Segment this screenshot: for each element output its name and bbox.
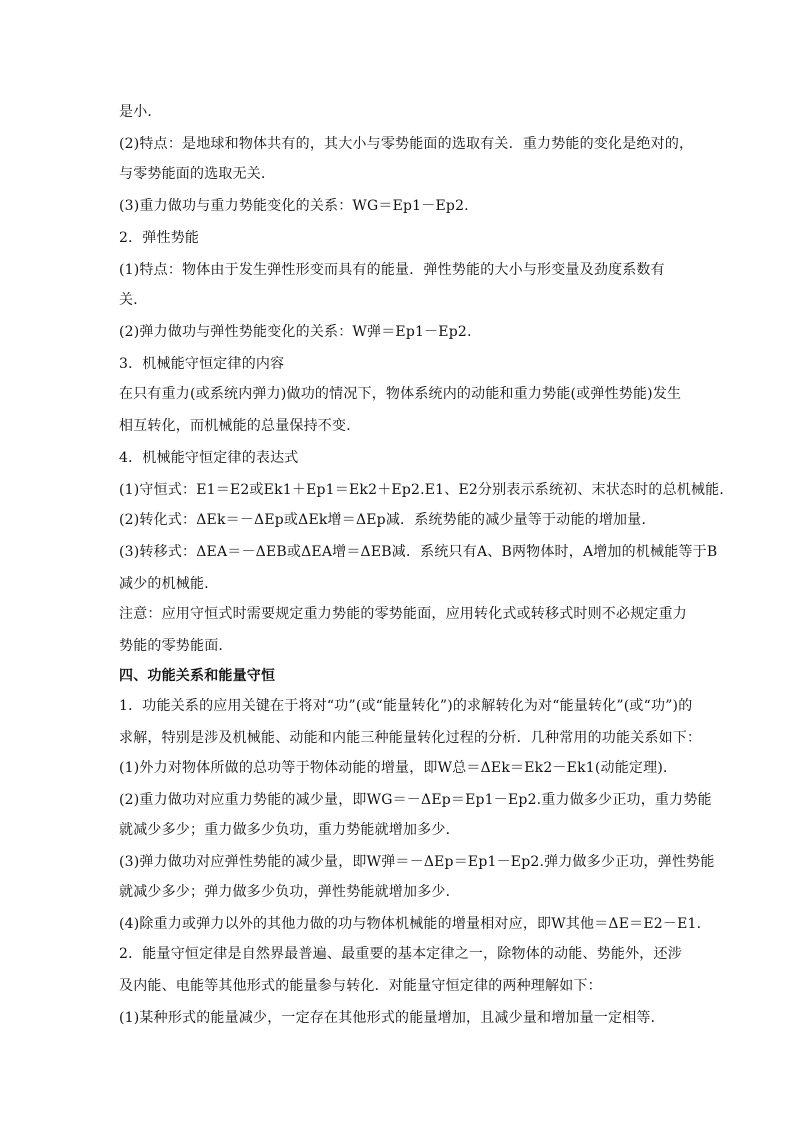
text-line: 是小．	[119, 104, 162, 120]
text-line: (1)特点：物体由于发生弹性形变而具有的能量．弹性势能的大小与形变量及劲度系数有	[119, 262, 665, 278]
text-line: 2．弹性势能	[119, 230, 200, 246]
text-line: 3．机械能守恒定律的内容	[119, 356, 285, 372]
text-line: (4)除重力或弹力以外的其他力做的功与物体机械能的增量相对应，即W其他＝ΔE＝E2－E1.	[119, 916, 702, 932]
text-line: (2)特点：是地球和物体共有的，其大小与零势能面的选取有关．重力势能的变化是绝对的，	[119, 136, 694, 152]
text-line: (1)某种形式的能量减少，一定存在其他形式的能量增加，且减少量和增加量一定相等．	[119, 1010, 665, 1026]
text-line: 1．功能关系的应用关键在于将对“功”(或“能量转化”)的求解转化为对“能量转化”(或“功”)的	[119, 698, 693, 714]
text-line: (3)重力做功与重力势能变化的关系：WG＝Ep1－Ep2.	[119, 198, 469, 214]
text-line: (3)弹力做功对应弹性势能的减少量，即W弹＝－ΔEp＝Ep1－Ep2.弹力做多少正功，弹性势能	[119, 854, 715, 870]
text-line: (2)弹力做功与弹性势能变化的关系：W弹＝Ep1－Ep2.	[119, 324, 472, 340]
text-line: (2)转化式：ΔEk＝－ΔEp或ΔEk增＝ΔEp减．系统势能的减少量等于动能的增加量．	[119, 512, 656, 528]
text-line: (3)转移式：ΔEA＝－ΔEB或ΔEA增＝ΔEB减．系统只有A、B两物体时，A增加的机械能等于B	[119, 544, 718, 560]
text-line: 4．机械能守恒定律的表达式	[119, 450, 299, 466]
text-line: 相互转化，而机械能的总量保持不变．	[119, 418, 361, 434]
text-line: 在只有重力(或系统内弹力)做功的情况下，物体系统内的动能和重力势能(或弹性势能)发生	[119, 386, 682, 402]
text-line: 势能的零势能面．	[119, 638, 233, 654]
text-line: (1)守恒式：E1＝E2或Ek1＋Ep1＝Ek2＋Ep2.E1、E2分别表示系统初、末状态时的总机械能．	[119, 482, 734, 498]
text-line: (2)重力做功对应重力势能的减少量，即WG＝－ΔEp＝Ep1－Ep2.重力做多少正功，重力势能	[119, 792, 712, 808]
text-line: 就减少多少；重力做多少负功，重力势能就增加多少．	[119, 822, 460, 838]
text-line: 减少的机械能．	[119, 576, 219, 592]
section-heading: 四、功能关系和能量守恒	[119, 668, 276, 684]
text-line: 及内能、电能等其他形式的能量参与转化．对能量守恒定律的两种理解如下：	[119, 978, 602, 994]
text-line: 注意：应用守恒式时需要规定重力势能的零势能面，应用转化式或转移式时则不必规定重力	[119, 606, 687, 622]
text-line: 关．	[119, 292, 148, 308]
text-line: 2．能量守恒定律是自然界最普遍、最重要的基本定律之一，除物体的动能、势能外，还涉	[119, 946, 682, 962]
text-line: 求解，特别是涉及机械能、动能和内能三种能量转化过程的分析．几种常用的功能关系如下：	[119, 730, 702, 746]
text-line: 就减少多少；弹力做多少负功，弹性势能就增加多少．	[119, 884, 460, 900]
text-line: 与零势能面的选取无关．	[119, 166, 276, 182]
text-line: (1)外力对物体所做的总功等于物体动能的增量，即W总＝ΔEk＝Ek2－Ek1(动能定理)．	[119, 760, 678, 776]
